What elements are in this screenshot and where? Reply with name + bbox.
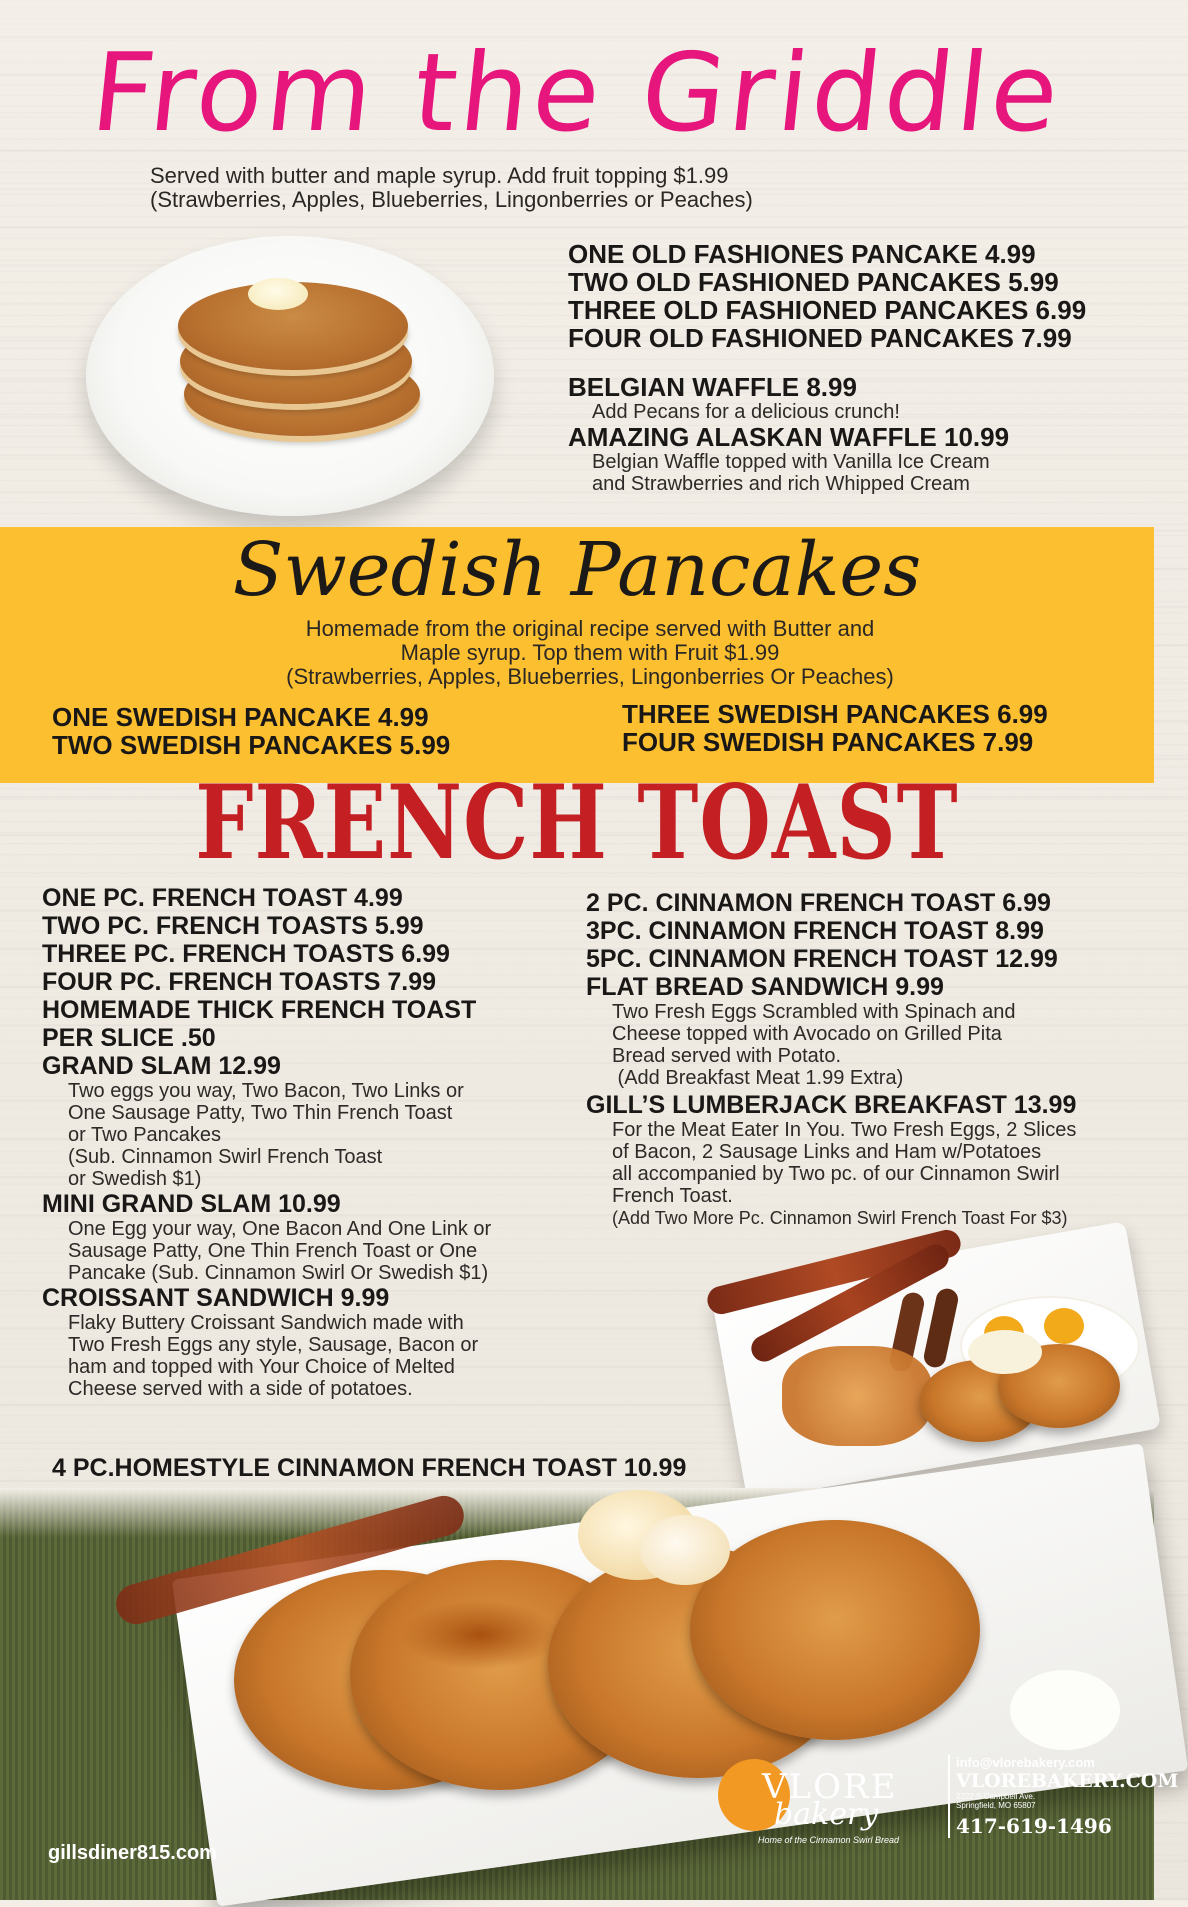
griddle-item: FOUR OLD FASHIONED PANCAKES 7.99 bbox=[568, 323, 1072, 353]
ft-item: 5PC. CINNAMON FRENCH TOAST 12.99 bbox=[586, 945, 1058, 973]
french-toast-left-column bbox=[42, 884, 491, 1400]
croissant-sandwich-desc bbox=[42, 1312, 491, 1400]
ft-item: 3PC. CINNAMON FRENCH TOAST 8.99 bbox=[586, 917, 1044, 945]
belgian-waffle: BELGIAN WAFFLE 8.99 bbox=[568, 372, 857, 402]
alaskan-waffle: AMAZING ALASKAN WAFFLE 10.99 bbox=[568, 422, 1010, 452]
griddle-item: ONE OLD FASHIONES PANCAKE 4.99 bbox=[568, 239, 1036, 269]
lumberjack-breakfast: GILL’S LUMBERJACK BREAKFAST 13.99 bbox=[586, 1091, 1077, 1119]
desc-line: Cheese topped with Avocado on Grilled Pita bbox=[612, 1023, 1002, 1045]
griddle-title: From the Griddle bbox=[85, 31, 1069, 156]
logo-tagline: Home of the Cinnamon Swirl Bread bbox=[758, 1835, 900, 1845]
desc-line: (Add Breakfast Meat 1.99 Extra) bbox=[612, 1067, 904, 1089]
ft-item: ONE PC. FRENCH TOAST 4.99 bbox=[42, 884, 403, 912]
swedish-item: ONE SWEDISH PANCAKE 4.99 bbox=[52, 702, 429, 732]
swedish-item: TWO SWEDISH PANCAKES 5.99 bbox=[52, 730, 451, 760]
griddle-intro-line2: (Strawberries, Apples, Blueberries, Lingonberries or Peaches) bbox=[150, 187, 753, 212]
flat-bread-desc bbox=[586, 1001, 1076, 1089]
ft-item: HOMEMADE THICK FRENCH TOAST bbox=[42, 996, 477, 1024]
contact-site[interactable]: VLOREBAKERY.COM bbox=[956, 1770, 1179, 1792]
bakery-contact bbox=[948, 1755, 1178, 1838]
swedish-item: THREE SWEDISH PANCAKES 6.99 bbox=[622, 699, 1048, 729]
griddle-item: TWO OLD FASHIONED PANCAKES 5.99 bbox=[568, 267, 1059, 297]
desc-line: of Bacon, 2 Sausage Links and Ham w/Potatoes bbox=[612, 1141, 1042, 1163]
ft-item: PER SLICE .50 bbox=[42, 1024, 216, 1052]
footer-website[interactable]: gillsdiner815.com bbox=[48, 1842, 217, 1864]
desc-line: For the Meat Eater In You. Two Fresh Eggs, 2 Slices bbox=[612, 1119, 1077, 1141]
desc-line: or Swedish $1) bbox=[68, 1168, 202, 1190]
croissant-sandwich: CROISSANT SANDWICH 9.99 bbox=[42, 1284, 390, 1312]
alaskan-waffle-desc2: and Strawberries and rich Whipped Cream bbox=[592, 473, 970, 495]
swedish-intro-line1: Homemade from the original recipe served with Butter and bbox=[305, 616, 875, 641]
desc-line: Flaky Buttery Croissant Sandwich made with bbox=[68, 1312, 464, 1334]
swedish-right-items bbox=[622, 700, 1048, 756]
desc-line: ham and topped with Your Choice of Melted bbox=[68, 1356, 455, 1378]
logo-sub: bakery bbox=[774, 1797, 879, 1832]
mini-grand-slam-desc bbox=[42, 1218, 491, 1284]
contact-address-1: 2222 S Campbell Ave. bbox=[956, 1792, 1036, 1801]
alaskan-waffle-desc1: Belgian Waffle topped with Vanilla Ice Cream bbox=[592, 451, 990, 473]
desc-line: One Sausage Patty, Two Thin French Toast bbox=[68, 1102, 453, 1124]
contact-address-2: Springfield, MO 65807 bbox=[956, 1801, 1036, 1810]
lumberjack-desc bbox=[586, 1119, 1076, 1229]
swedish-intro-line2: Maple syrup. Top them with Fruit $1.99 bbox=[400, 640, 780, 665]
swedish-intro bbox=[200, 617, 980, 689]
desc-line: Cheese served with a side of potatoes. bbox=[68, 1378, 413, 1400]
desc-line: Two Fresh Eggs Scrambled with Spinach and bbox=[612, 1001, 1016, 1023]
griddle-intro-line1: Served with butter and maple syrup. Add fruit topping $1.99 bbox=[150, 163, 729, 188]
homestyle-french-toast: 4 PC.HOMESTYLE CINNAMON FRENCH TOAST 10.99 bbox=[52, 1454, 687, 1482]
belgian-waffle-desc: Add Pecans for a delicious crunch! bbox=[592, 401, 900, 423]
desc-line: or Two Pancakes bbox=[68, 1124, 222, 1146]
swedish-intro-line3: (Strawberries, Apples, Blueberries, Lingonberries Or Peaches) bbox=[286, 664, 894, 689]
desc-note: (Add Two More Pc. Cinnamon Swirl French Toast For $3) bbox=[612, 1208, 1068, 1228]
ft-item: THREE PC. FRENCH TOASTS 6.99 bbox=[42, 940, 450, 968]
ft-item: 2 PC. CINNAMON FRENCH TOAST 6.99 bbox=[586, 889, 1051, 917]
griddle-item: THREE OLD FASHIONED PANCAKES 6.99 bbox=[568, 295, 1087, 325]
ft-item: FOUR PC. FRENCH TOASTS 7.99 bbox=[42, 968, 437, 996]
ft-item: TWO PC. FRENCH TOASTS 5.99 bbox=[42, 912, 424, 940]
desc-line: Two eggs you way, Two Bacon, Two Links or bbox=[68, 1080, 464, 1102]
swedish-left-items bbox=[52, 703, 450, 759]
desc-line: Two Fresh Eggs any style, Sausage, Bacon or bbox=[68, 1334, 479, 1356]
griddle-intro bbox=[150, 164, 1010, 212]
french-toast-title: FRENCH TOAST bbox=[195, 763, 959, 883]
flat-bread-sandwich: FLAT BREAD SANDWICH 9.99 bbox=[586, 973, 944, 1001]
logo-word: VLORE bbox=[762, 1767, 898, 1807]
swedish-item: FOUR SWEDISH PANCAKES 7.99 bbox=[622, 727, 1034, 757]
desc-line: One Egg your way, One Bacon And One Link or bbox=[68, 1218, 492, 1240]
desc-line: Bread served with Potato. bbox=[612, 1045, 842, 1067]
french-toast-right-column bbox=[586, 889, 1076, 1229]
waffle-items bbox=[568, 373, 1009, 495]
desc-line: Sausage Patty, One Thin French Toast or One bbox=[68, 1240, 478, 1262]
contact-email[interactable]: info@vlorebakery.com bbox=[956, 1755, 1095, 1770]
vlore-bakery-logo bbox=[718, 1745, 948, 1845]
grand-slam-desc bbox=[42, 1080, 491, 1190]
mini-grand-slam: MINI GRAND SLAM 10.99 bbox=[42, 1190, 341, 1218]
desc-line: Pancake (Sub. Cinnamon Swirl Or Swedish $1) bbox=[68, 1262, 489, 1284]
contact-phone[interactable]: 417-619-1496 bbox=[956, 1814, 1112, 1838]
griddle-items bbox=[568, 240, 1086, 352]
desc-line: all accompanied by Two pc. of our Cinnamon Swirl bbox=[612, 1163, 1060, 1185]
swedish-title: Swedish Pancakes bbox=[232, 527, 922, 613]
desc-line: French Toast. bbox=[612, 1185, 733, 1207]
desc-line: (Sub. Cinnamon Swirl French Toast bbox=[68, 1146, 383, 1168]
grand-slam: GRAND SLAM 12.99 bbox=[42, 1052, 281, 1080]
